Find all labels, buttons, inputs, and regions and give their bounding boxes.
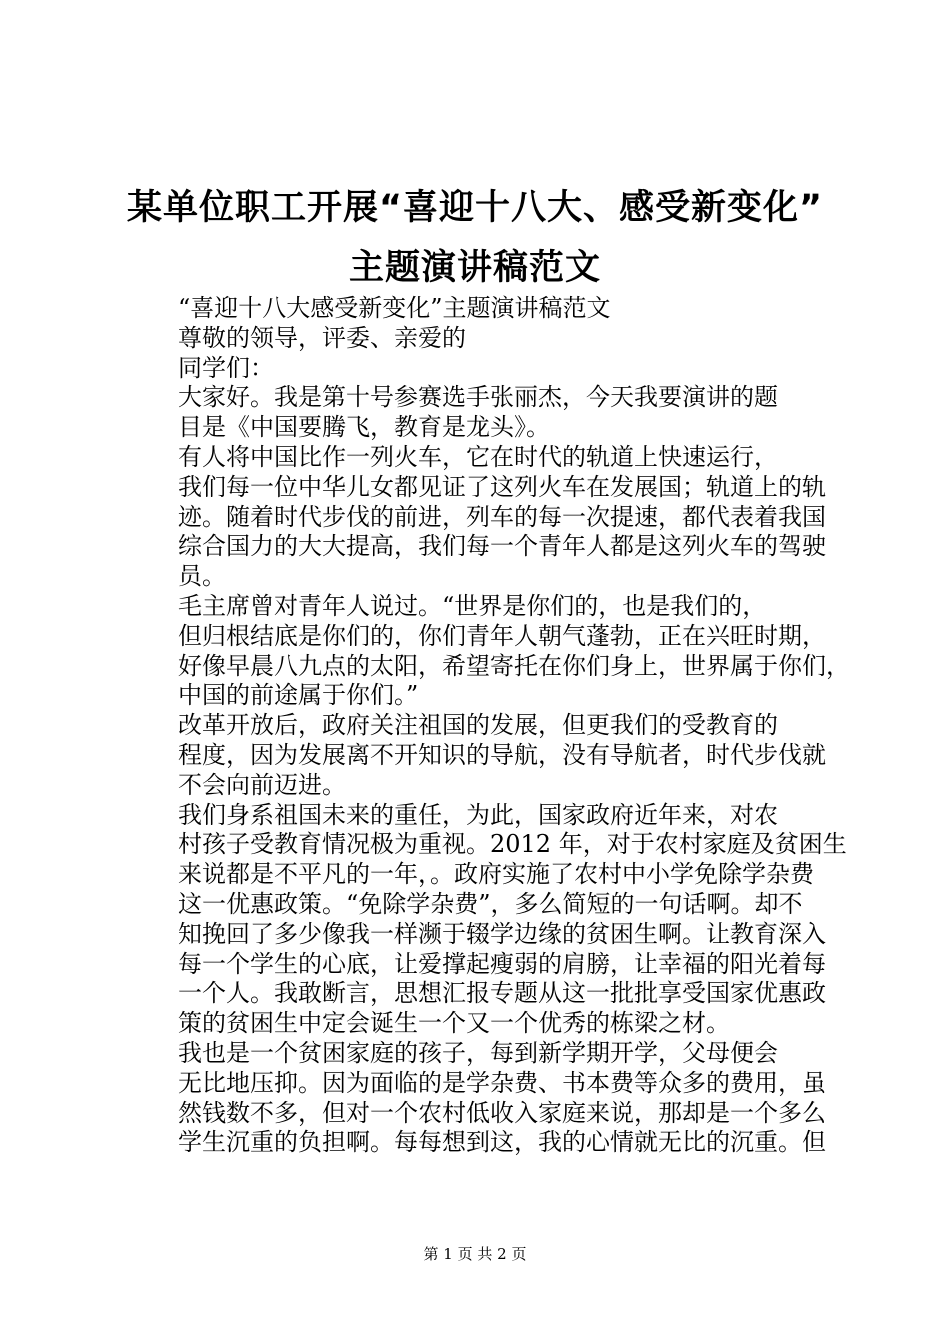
paragraph-line: 来说都是不平凡的一年，。政府实施了农村中小学免除学杂费: [178, 860, 814, 889]
paragraph-line: “喜迎十八大感受新变化”主题演讲稿范文: [178, 294, 611, 322]
paragraph-line: 我们身系祖国未来的重任，为此，国家政府近年来，对农: [178, 800, 778, 829]
paragraph: [130, 324, 830, 354]
paragraph-line: 这一优惠政策。“免除学杂费”，多么简短的一句话啊。却不: [178, 889, 803, 918]
paragraph-line: 中国的前途属于你们。”: [178, 681, 419, 710]
paragraph-line: 目是《中国要腾飞，教育是龙头》。: [178, 413, 550, 442]
paragraph: [130, 443, 830, 592]
paragraph-line: 改革开放后，政府关注祖国的发展，但更我们的受教育的: [178, 711, 778, 740]
paragraph: [130, 383, 830, 443]
document-title-line-1: 某单位职工开展“喜迎十八大、感受新变化”: [126, 188, 823, 228]
paragraph-line: 策的贫困生中定会诞生一个又一个优秀的栋梁之材。: [178, 1009, 730, 1038]
paragraph-line: 迹。随着时代步伐的前进，列车的每一次提速，都代表着我国: [178, 502, 826, 531]
paragraph-line: 尊敬的领导，评委、亲爱的: [178, 323, 466, 352]
paragraph-line: 员。: [178, 562, 226, 591]
paragraph: [130, 711, 830, 800]
paragraph-line: 有人将中国比作一列火车，它在时代的轨道上快速运行，: [178, 442, 778, 471]
paragraph: [130, 1039, 830, 1158]
page-footer: 第 1 页 共 2 页: [423, 1245, 527, 1263]
document-title-line-2: 主题演讲稿范文: [348, 248, 601, 288]
document-body: [130, 294, 850, 1158]
paragraph-line: 我也是一个贫困家庭的孩子，每到新学期开学，父母便会: [178, 1038, 778, 1067]
paragraph: [130, 294, 830, 324]
paragraph-line: 不会向前迈进。: [178, 770, 346, 799]
paragraph-line: 每一个学生的心底，让爱撑起瘦弱的肩膀，让幸福的阳光着每: [178, 949, 826, 978]
paragraph-line: 然钱数不多，但对一个农村低收入家庭来说，那却是一个多么: [178, 1098, 826, 1127]
paragraph-line: 村孩子受教育情况极为重视。2012 年，对于农村家庭及贫困生: [178, 830, 847, 859]
paragraph-line: 一个人。我敢断言，思想汇报专题从这一批批享受国家优惠政: [178, 979, 826, 1008]
paragraph-line: 毛主席曾对青年人说过。“世界是你们的，也是我们的，: [178, 591, 767, 620]
paragraph-line: 学生沉重的负担啊。每每想到这，我的心情就无比的沉重。但: [178, 1128, 826, 1157]
paragraph-line: 知挽回了多少像我一样濒于辍学边缘的贫困生啊。让教育深入: [178, 919, 826, 948]
paragraph-line: 无比地压抑。因为面临的是学杂费、书本费等众多的费用，虽: [178, 1068, 826, 1097]
paragraph-line: 好像早晨八九点的太阳，希望寄托在你们身上，世界属于你们，: [178, 651, 850, 680]
paragraph: [130, 800, 847, 1039]
paragraph: [130, 354, 830, 384]
paragraph-line: 大家好。我是第十号参赛选手张丽杰，今天我要演讲的题: [178, 383, 778, 412]
paragraph-line: 我们每一位中华儿女都见证了这列火车在发展国；轨道上的轨: [178, 472, 826, 501]
paragraph: [130, 591, 850, 711]
paragraph-line: 但归根结底是你们的，你们青年人朝气蓬勃，正在兴旺时期，: [178, 621, 826, 650]
paragraph-line: 同学们：: [178, 353, 274, 382]
paragraph-line: 程度，因为发展离不开知识的导航，没有导航者，时代步伐就: [178, 740, 826, 769]
paragraph-line: 综合国力的大大提高，我们每一个青年人都是这列火车的驾驶: [178, 532, 826, 561]
